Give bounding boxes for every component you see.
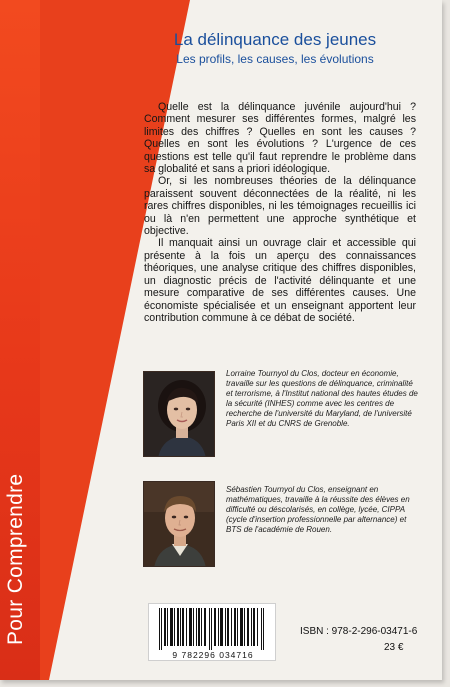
book-subtitle: Les profils, les causes, les évolutions [176,52,374,66]
author-portrait-man-icon [144,482,215,567]
author-bio: Lorraine Tournyol du Clos, docteur en économie, travaille sur les questions de délinquance, criminalité et terrorisme, à l'Institut national des hautes études de la sécurité (INHES) comme avec les centres de recherche de l'université du Maryland, de l'université Paris XII et du CNRS de Grenoble. [226,369,418,428]
back-cover-blurb [144,101,416,324]
price: 23 € [384,642,404,653]
author-photo [143,371,215,457]
barcode [148,603,276,661]
barcode-digits: 9 782296 034716 [172,650,254,660]
blurb-paragraph: Or, si les nombreuses théories de la délinquance paraissent souvent déconnectées de la réalité, ni les rares chiffres disponibles, ni les témoignages recueillis ici ou là n'en permettent une approche synthétique et objective. [144,175,416,238]
collection-name: Pour Comprendre [4,473,27,645]
isbn-number: ISBN : 978-2-296-03471-6 [300,626,418,637]
book-title: La délinquance des jeunes [173,30,377,49]
blurb-paragraph: Il manquait ainsi un ouvrage clair et accessible qui présente à la fois un aperçu des connaissances théoriques, une analyse critique des chiffres disponibles, un diagnostic précis de l'activité délinquante et une mesure comparative de ses différentes causes. Une économiste spécialisée et un enseignant apportent leur contribution commune à ce débat de société. [144,237,416,324]
author-portrait-woman-icon [144,372,215,457]
barcode-icon [149,604,277,650]
blurb-paragraph: Quelle est la délinquance juvénile aujourd'hui ? Comment mesurer ses différentes formes, malgré les limites des chiffres ? Quelles en sont les causes ? Quelles en sont les évolutions ? L'urgence de ces questions est telle qu'il faut reprendre le problème dans sa globalité et sans a priori idéologique. [144,101,416,176]
author-photo [143,481,215,567]
author-bio: Sébastien Tournyol du Clos, enseignant en mathématiques, travaille à la réussite des élèves en difficulté ou déscolarisés, en collège, lycée, CIPPA (cycle d'insertion professionnelle par alternance) et BTS de l'académie de Rouen. [226,485,410,534]
